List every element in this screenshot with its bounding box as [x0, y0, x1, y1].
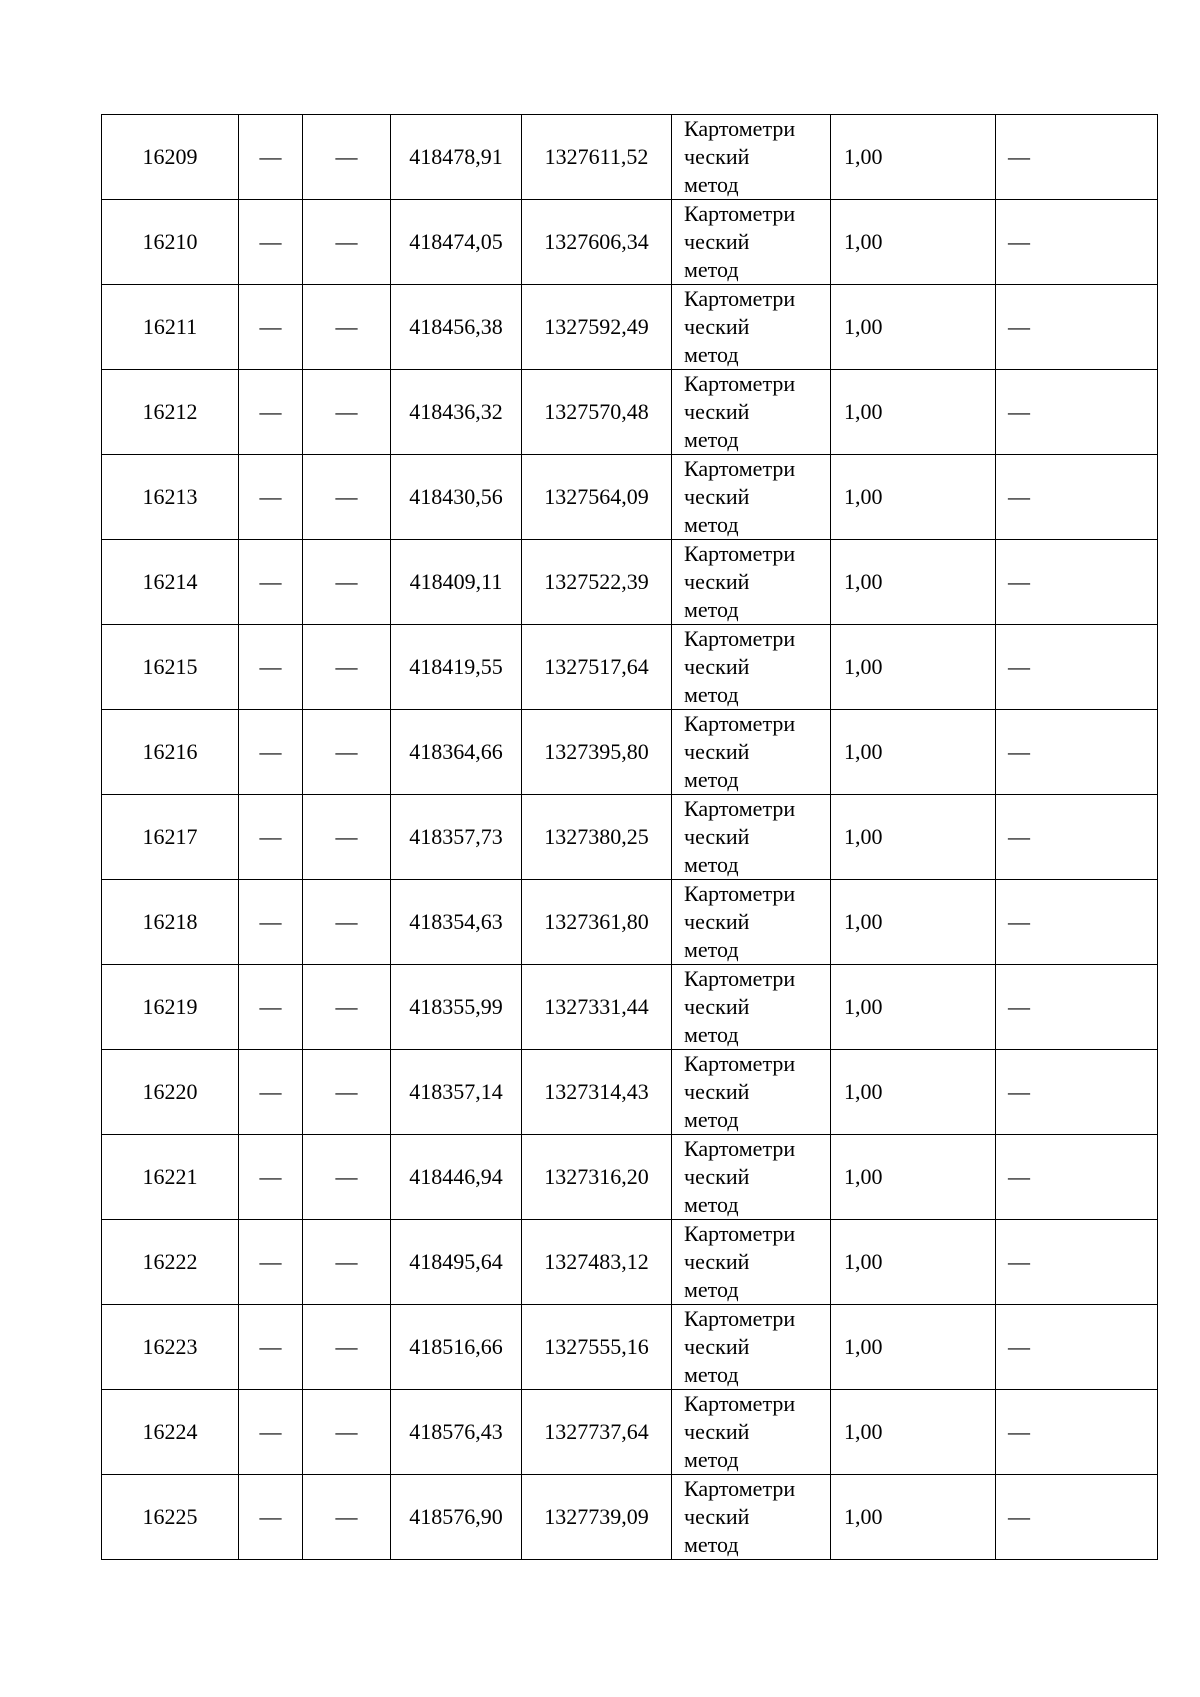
method-text-line: метод — [684, 597, 739, 622]
point-number-cell: 16223 — [102, 1305, 239, 1390]
method-text-line: метод — [684, 1277, 739, 1302]
method-text-line: ческий — [684, 1164, 750, 1189]
y-coordinate-cell: 1327739,09 — [522, 1475, 672, 1560]
point-number-cell: 16221 — [102, 1135, 239, 1220]
dash-cell: — — [996, 965, 1158, 1050]
dash-cell: — — [996, 540, 1158, 625]
method-text-line: Картометри — [684, 966, 796, 991]
table-row — [102, 965, 1158, 1050]
method-text-line: метод — [684, 257, 739, 282]
method-text-line: Картометри — [684, 881, 796, 906]
method-cell — [672, 965, 831, 1050]
dash-cell: — — [239, 965, 303, 1050]
dash-cell: — — [239, 1475, 303, 1560]
dash-cell: — — [303, 1305, 391, 1390]
accuracy-cell: 1,00 — [831, 540, 996, 625]
point-number-cell: 16217 — [102, 795, 239, 880]
accuracy-cell: 1,00 — [831, 625, 996, 710]
method-text-line: метод — [684, 512, 739, 537]
method-cell — [672, 1050, 831, 1135]
accuracy-cell: 1,00 — [831, 1050, 996, 1135]
table-body — [102, 115, 1158, 1560]
coordinates-table — [101, 114, 1158, 1560]
method-text-line: метод — [684, 172, 739, 197]
x-coordinate-cell: 418357,73 — [391, 795, 522, 880]
method-text-line: метод — [684, 1532, 739, 1557]
dash-cell: — — [239, 625, 303, 710]
x-coordinate-cell: 418419,55 — [391, 625, 522, 710]
point-number-cell: 16209 — [102, 115, 239, 200]
method-cell — [672, 1475, 831, 1560]
dash-cell: — — [303, 965, 391, 1050]
dash-cell: — — [303, 1135, 391, 1220]
dash-cell: — — [996, 880, 1158, 965]
accuracy-cell: 1,00 — [831, 285, 996, 370]
dash-cell: — — [239, 285, 303, 370]
method-text-line: Картометри — [684, 711, 796, 736]
y-coordinate-cell: 1327606,34 — [522, 200, 672, 285]
dash-cell: — — [303, 1220, 391, 1305]
y-coordinate-cell: 1327570,48 — [522, 370, 672, 455]
method-text-line: метод — [684, 937, 739, 962]
method-cell — [672, 1390, 831, 1475]
dash-cell: — — [996, 1220, 1158, 1305]
method-text-line: Картометри — [684, 626, 796, 651]
x-coordinate-cell: 418436,32 — [391, 370, 522, 455]
method-cell — [672, 710, 831, 795]
method-text-line: Картометри — [684, 201, 796, 226]
table-row — [102, 1135, 1158, 1220]
accuracy-cell: 1,00 — [831, 370, 996, 455]
x-coordinate-cell: 418478,91 — [391, 115, 522, 200]
method-text-line: метод — [684, 1022, 739, 1047]
method-cell — [672, 285, 831, 370]
dash-cell: — — [996, 1050, 1158, 1135]
y-coordinate-cell: 1327395,80 — [522, 710, 672, 795]
method-text-line: Картометри — [684, 541, 796, 566]
dash-cell: — — [996, 710, 1158, 795]
dash-cell: — — [303, 1390, 391, 1475]
accuracy-cell: 1,00 — [831, 795, 996, 880]
accuracy-cell: 1,00 — [831, 1390, 996, 1475]
accuracy-cell: 1,00 — [831, 115, 996, 200]
dash-cell: — — [239, 1050, 303, 1135]
dash-cell: — — [303, 285, 391, 370]
dash-cell: — — [996, 115, 1158, 200]
x-coordinate-cell: 418354,63 — [391, 880, 522, 965]
table-row — [102, 115, 1158, 200]
dash-cell: — — [239, 1135, 303, 1220]
method-text-line: ческий — [684, 994, 750, 1019]
accuracy-cell: 1,00 — [831, 1220, 996, 1305]
point-number-cell: 16224 — [102, 1390, 239, 1475]
dash-cell: — — [239, 1305, 303, 1390]
dash-cell: — — [239, 370, 303, 455]
y-coordinate-cell: 1327592,49 — [522, 285, 672, 370]
method-cell — [672, 1220, 831, 1305]
method-text-line: Картометри — [684, 1221, 796, 1246]
dash-cell: — — [239, 710, 303, 795]
method-cell — [672, 795, 831, 880]
method-cell — [672, 880, 831, 965]
method-text-line: Картометри — [684, 796, 796, 821]
x-coordinate-cell: 418456,38 — [391, 285, 522, 370]
method-text-line: Картометри — [684, 1136, 796, 1161]
accuracy-cell: 1,00 — [831, 455, 996, 540]
method-text-line: Картометри — [684, 1306, 796, 1331]
point-number-cell: 16219 — [102, 965, 239, 1050]
table-row — [102, 370, 1158, 455]
method-text-line: метод — [684, 852, 739, 877]
method-text-line: метод — [684, 1192, 739, 1217]
dash-cell: — — [239, 1390, 303, 1475]
method-text-line: ческий — [684, 739, 750, 764]
point-number-cell: 16215 — [102, 625, 239, 710]
method-cell — [672, 540, 831, 625]
dash-cell: — — [303, 1475, 391, 1560]
method-text-line: метод — [684, 427, 739, 452]
point-number-cell: 16218 — [102, 880, 239, 965]
method-text-line: Картометри — [684, 286, 796, 311]
x-coordinate-cell: 418576,43 — [391, 1390, 522, 1475]
table-row — [102, 1305, 1158, 1390]
table-row — [102, 285, 1158, 370]
method-text-line: ческий — [684, 144, 750, 169]
dash-cell: — — [303, 795, 391, 880]
dash-cell: — — [996, 1475, 1158, 1560]
method-text-line: метод — [684, 1447, 739, 1472]
point-number-cell: 16210 — [102, 200, 239, 285]
accuracy-cell: 1,00 — [831, 965, 996, 1050]
y-coordinate-cell: 1327361,80 — [522, 880, 672, 965]
table-row — [102, 1220, 1158, 1305]
point-number-cell: 16214 — [102, 540, 239, 625]
x-coordinate-cell: 418357,14 — [391, 1050, 522, 1135]
dash-cell: — — [303, 540, 391, 625]
dash-cell: — — [303, 370, 391, 455]
method-cell — [672, 625, 831, 710]
table-row — [102, 1050, 1158, 1135]
dash-cell: — — [996, 285, 1158, 370]
method-text-line: ческий — [684, 1079, 750, 1104]
accuracy-cell: 1,00 — [831, 1475, 996, 1560]
method-text-line: метод — [684, 342, 739, 367]
method-text-line: ческий — [684, 399, 750, 424]
y-coordinate-cell: 1327314,43 — [522, 1050, 672, 1135]
dash-cell: — — [996, 795, 1158, 880]
method-text-line: ческий — [684, 314, 750, 339]
x-coordinate-cell: 418364,66 — [391, 710, 522, 795]
y-coordinate-cell: 1327380,25 — [522, 795, 672, 880]
dash-cell: — — [303, 625, 391, 710]
x-coordinate-cell: 418409,11 — [391, 540, 522, 625]
dash-cell: — — [996, 455, 1158, 540]
method-cell — [672, 115, 831, 200]
table-row — [102, 540, 1158, 625]
dash-cell: — — [303, 1050, 391, 1135]
method-text-line: ческий — [684, 1249, 750, 1274]
method-cell — [672, 370, 831, 455]
method-text-line: ческий — [684, 484, 750, 509]
method-text-line: ческий — [684, 1419, 750, 1444]
x-coordinate-cell: 418576,90 — [391, 1475, 522, 1560]
table-row — [102, 625, 1158, 710]
method-text-line: метод — [684, 682, 739, 707]
y-coordinate-cell: 1327737,64 — [522, 1390, 672, 1475]
dash-cell: — — [996, 200, 1158, 285]
dash-cell: — — [239, 455, 303, 540]
y-coordinate-cell: 1327331,44 — [522, 965, 672, 1050]
method-cell — [672, 1135, 831, 1220]
table-row — [102, 880, 1158, 965]
method-text-line: Картометри — [684, 1476, 796, 1501]
x-coordinate-cell: 418516,66 — [391, 1305, 522, 1390]
table-row — [102, 200, 1158, 285]
y-coordinate-cell: 1327483,12 — [522, 1220, 672, 1305]
method-text-line: метод — [684, 767, 739, 792]
table-row — [102, 710, 1158, 795]
dash-cell: — — [996, 1135, 1158, 1220]
method-text-line: Картометри — [684, 116, 796, 141]
point-number-cell: 16225 — [102, 1475, 239, 1560]
y-coordinate-cell: 1327564,09 — [522, 455, 672, 540]
point-number-cell: 16211 — [102, 285, 239, 370]
method-cell — [672, 455, 831, 540]
method-text-line: ческий — [684, 909, 750, 934]
method-text-line: Картометри — [684, 1051, 796, 1076]
method-text-line: метод — [684, 1107, 739, 1132]
table-row — [102, 795, 1158, 880]
method-text-line: ческий — [684, 229, 750, 254]
accuracy-cell: 1,00 — [831, 1305, 996, 1390]
dash-cell: — — [303, 200, 391, 285]
accuracy-cell: 1,00 — [831, 710, 996, 795]
dash-cell: — — [239, 540, 303, 625]
point-number-cell: 16222 — [102, 1220, 239, 1305]
method-text-line: Картометри — [684, 371, 796, 396]
dash-cell: — — [996, 625, 1158, 710]
point-number-cell: 16212 — [102, 370, 239, 455]
x-coordinate-cell: 418446,94 — [391, 1135, 522, 1220]
table-row — [102, 1390, 1158, 1475]
method-text-line: ческий — [684, 1504, 750, 1529]
method-text-line: Картометри — [684, 1391, 796, 1416]
x-coordinate-cell: 418474,05 — [391, 200, 522, 285]
method-text-line: ческий — [684, 569, 750, 594]
accuracy-cell: 1,00 — [831, 200, 996, 285]
y-coordinate-cell: 1327517,64 — [522, 625, 672, 710]
method-cell — [672, 200, 831, 285]
method-text-line: ческий — [684, 1334, 750, 1359]
table-row — [102, 1475, 1158, 1560]
dash-cell: — — [303, 115, 391, 200]
y-coordinate-cell: 1327316,20 — [522, 1135, 672, 1220]
x-coordinate-cell: 418355,99 — [391, 965, 522, 1050]
y-coordinate-cell: 1327522,39 — [522, 540, 672, 625]
dash-cell: — — [996, 370, 1158, 455]
accuracy-cell: 1,00 — [831, 880, 996, 965]
dash-cell: — — [239, 115, 303, 200]
dash-cell: — — [996, 1390, 1158, 1475]
x-coordinate-cell: 418495,64 — [391, 1220, 522, 1305]
point-number-cell: 16213 — [102, 455, 239, 540]
point-number-cell: 16216 — [102, 710, 239, 795]
dash-cell: — — [239, 200, 303, 285]
point-number-cell: 16220 — [102, 1050, 239, 1135]
dash-cell: — — [303, 880, 391, 965]
dash-cell: — — [996, 1305, 1158, 1390]
y-coordinate-cell: 1327555,16 — [522, 1305, 672, 1390]
method-text-line: ческий — [684, 824, 750, 849]
method-text-line: ческий — [684, 654, 750, 679]
y-coordinate-cell: 1327611,52 — [522, 115, 672, 200]
dash-cell: — — [303, 710, 391, 795]
table-row — [102, 455, 1158, 540]
accuracy-cell: 1,00 — [831, 1135, 996, 1220]
dash-cell: — — [239, 880, 303, 965]
dash-cell: — — [303, 455, 391, 540]
method-text-line: метод — [684, 1362, 739, 1387]
dash-cell: — — [239, 1220, 303, 1305]
method-text-line: Картометри — [684, 456, 796, 481]
method-cell — [672, 1305, 831, 1390]
x-coordinate-cell: 418430,56 — [391, 455, 522, 540]
dash-cell: — — [239, 795, 303, 880]
